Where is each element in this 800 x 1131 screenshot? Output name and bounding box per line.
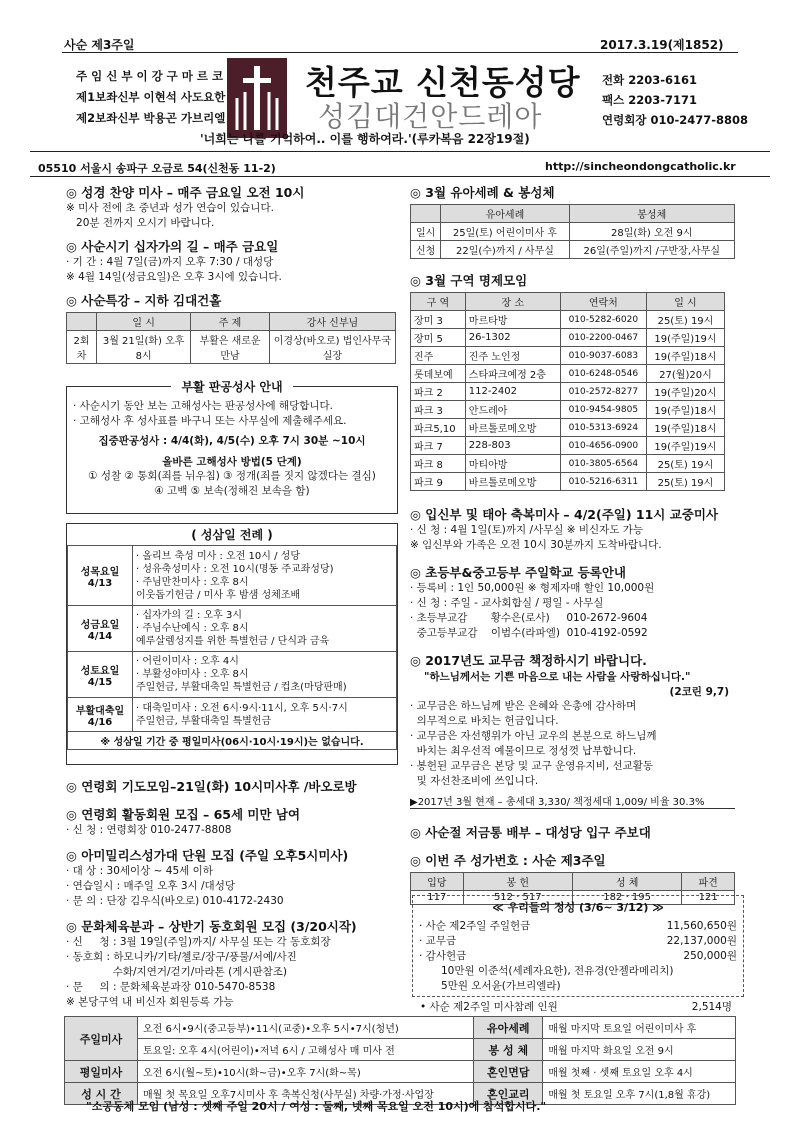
district-rows — [411, 311, 725, 491]
district-cell: 파크 2 — [411, 383, 466, 401]
triduum-box — [66, 523, 398, 765]
confession-method-1: ① 성찰 ② 통회(죄를 뉘우침) ③ 정개(죄를 짓지 않겠다는 결심) — [88, 470, 376, 482]
baptism-header-communion: 봉성체 — [569, 205, 734, 223]
attendance-row — [420, 999, 732, 1014]
schedule-marriage-class-label: 혼인교리 — [474, 1083, 543, 1105]
district-row — [411, 383, 725, 401]
footer-notice: "소공동체 모임 (남성 : 셋째 주일 20시 / 여성 : 둘째, 넷째 목요일 오전 10시)에 참석합시다." — [86, 1100, 547, 1113]
district-cell: 010-3805-6564 — [560, 455, 646, 473]
district-row — [411, 419, 725, 437]
tithe-line-6: 및 자선찬조비에 쓰입니다. — [410, 775, 539, 787]
district-cell: 010-2200-0467 — [560, 329, 646, 347]
offering-box — [412, 895, 744, 997]
mass-praise-line-1: ※ 미사 전에 초 중년과 성가 연습이 있습니다. — [66, 202, 274, 214]
stations-line-2: ※ 4월 14일(성금요일)은 오후 3시에 있습니다. — [66, 271, 282, 283]
district-cell: 25(토) 19시 — [646, 455, 724, 473]
offering-title: ≪ 우리들의 정성 (3/6~ 3/12) ≫ — [492, 901, 664, 914]
district-cell: 19(주일)18시 — [646, 401, 724, 419]
district-cell: 010-6248-0546 — [560, 365, 646, 383]
tithe-line-4: 바치는 최우선적 예물이므로 정성껏 납부합니다. — [410, 745, 637, 757]
sunday-school-title: ◎ 초등부&중고등부 주일학교 등록안내 — [410, 565, 626, 580]
contact-phone: 전화 2203-6161 — [602, 73, 698, 87]
clergy-pastor: 주 임 신 부 이 강 구 마 르 코 — [76, 69, 224, 83]
confession-line-2: · 고해성사 후 성사표를 바구니 또는 사무실에 제출해주세요. — [73, 415, 347, 427]
district-cell: 25(토) 19시 — [646, 311, 724, 329]
hymn-entrance: 117 — [411, 891, 464, 905]
district-cell: 228-803 — [465, 437, 560, 455]
funeral-members-line: · 신 청 : 연령회장 010-2477-8808 — [66, 824, 232, 836]
schedule-marriage-class-line: 매월 첫 토요일 오후 7시(1,8월 휴강) — [543, 1083, 736, 1105]
sunday-school-line-1: · 등록비 : 1인 50,000원 ※ 형제자매 할인 10,000원 — [410, 582, 655, 594]
district-cell: 안드레아 — [465, 401, 560, 419]
confession-method-title: 올바른 고해성사 방법(5 단계) — [162, 456, 302, 468]
district-header-place: 장 소 — [465, 293, 560, 311]
motto: '너희는 나를 기억하여.. 이를 행하여라.'(루카복음 22장19절) — [200, 132, 530, 146]
left-column — [66, 183, 396, 364]
lecture-header-blank — [67, 313, 97, 331]
baptism-row-label: 일시 — [411, 223, 441, 241]
schedule-communion-line: 매월 마지막 화요일 오전 9시 — [543, 1039, 736, 1061]
attendance-label: • 사순 제2주일 미사참례 인원 — [420, 1001, 558, 1013]
district-row — [411, 365, 725, 383]
district-row — [411, 329, 725, 347]
church-logo — [227, 58, 287, 138]
left-column-lower — [66, 777, 396, 1010]
sunday-school-line-4: 중고등부교감 이범수(라파엘) 010-4192-0592 — [410, 627, 648, 639]
stations-title: ◎ 사순시기 십자가의 길 – 매주 금요일 — [66, 239, 279, 254]
baptism-row-communion: 28일(화) 오전 9시 — [569, 223, 734, 241]
triduum-day-easter: 부활대축일 4/16 — [68, 698, 133, 732]
schedule-baptism-label: 유아세례 — [474, 1017, 543, 1039]
schedule-sunday-line-1: 오전 6시•9시(중고등부)•11시(교중)•오후 5시•7시(청년) — [138, 1017, 474, 1039]
offering-row-sunday: · 사순 제2주일 주일헌금 11,560,650원 — [419, 920, 737, 932]
lecture-speaker: 이경상(바오로) 법인사무국 실장 — [269, 331, 395, 364]
district-header-zone: 구 역 — [411, 293, 466, 311]
pregnancy-line-1: · 신 청 : 4월 1일(토)까지 /사무실 ※ 비신자도 가능 — [410, 524, 644, 536]
tithe-stat: ▶2017년 3월 현재 – 총세대 3,330/ 책정세대 1,009/ 비율 30.3% — [410, 793, 735, 809]
triduum-day-thursday: 성목요일 4/13 — [68, 546, 133, 606]
lecture-topic: 부활은 새로운 만남 — [191, 331, 270, 364]
district-cell: 마티아방 — [465, 455, 560, 473]
top-divider — [62, 52, 738, 53]
tithe-line-1: · 교무금은 하느님께 받은 은혜와 은총에 감사하며 — [410, 700, 637, 712]
triduum-saturday-detail: · 어린이미사 : 오후 4시 · 부활성야미사 : 오후 8시 주일헌금, 부활대축일 특별헌금 / 컵초(마당판매) — [133, 652, 397, 698]
lecture-header-speaker: 강사 신부님 — [269, 313, 395, 331]
clergy-list — [76, 66, 225, 129]
mass-praise-title: ◎ 성경 찬양 미사 – 매주 금요일 오전 10시 — [66, 185, 305, 200]
schedule-weekday-label: 평일미사 — [65, 1061, 138, 1083]
district-row — [411, 347, 725, 365]
district-cell: 010-5282-6020 — [560, 311, 646, 329]
triduum-title: ( 성삼일 전례 ) — [191, 528, 273, 542]
tithe-line-5: · 봉헌된 교무금은 본당 및 교구 운영유지비, 선교활동 — [410, 760, 654, 772]
district-cell: 010-9037-6083 — [560, 347, 646, 365]
district-meeting-title: ◎ 3월 구역 명제모임 — [410, 273, 528, 288]
district-row — [411, 455, 725, 473]
club-line-1: · 신 청 : 3월 19일(주일)까지/ 사무실 또는 각 동호회장 — [66, 936, 331, 948]
contact-list — [602, 70, 748, 130]
schedule-communion-label: 봉 성 체 — [474, 1039, 543, 1061]
sunday-school-line-2: · 신 청 : 주일 - 교사회합실 / 평일 - 사무실 — [410, 597, 604, 609]
lenten-lecture-title: ◎ 사순특강 – 지하 김대건홀 — [66, 293, 222, 308]
hymn-header-offertory: 봉 헌 — [463, 873, 572, 891]
hymn-title: ◎ 이번 주 성가번호 : 사순 제3주일 — [410, 853, 606, 868]
club-line-5: ※ 본당구역 내 비신자 회원등록 가능 — [66, 996, 234, 1008]
schedule-marriage-interview-label: 혼인면담 — [474, 1061, 543, 1083]
offering-detail-1: 10만원 이준석(세례자요한), 전유경(안젤라메리치) — [441, 965, 674, 977]
hymn-communion: 182 · 195 — [572, 891, 681, 905]
hymn-header-communion: 성 체 — [572, 873, 681, 891]
contact-funeral: 연령회장 010-2477-8808 — [602, 113, 749, 127]
district-cell: 19(주일)18시 — [646, 419, 724, 437]
baptism-apply-infant: 22일(수)까지 / 사무실 — [441, 241, 569, 259]
district-cell: 스타파크예정 2층 — [465, 365, 560, 383]
district-cell: 112-2402 — [465, 383, 560, 401]
choir-line-3: · 문 의 : 단장 김우식(바오로) 010-4172-2430 — [66, 895, 284, 907]
triduum-thursday-detail: · 올리브 축성 미사 : 오전 10시 / 성당 · 성유축성미사 : 오전 10시(명동 주교좌성당) · 주님만찬미사 : 오후 8시 이웃돕기헌금 / 미사 후 밤샘 성체조배 — [133, 546, 397, 606]
club-line-2: · 동호회 : 하모니카/기타/첼로/장구/풍물/서예/사진 — [66, 951, 297, 963]
triduum-day-saturday: 성토요일 4/15 — [68, 652, 133, 698]
hymn-offertory: 512 · 517 — [463, 891, 572, 905]
tithe-title: ◎ 2017년도 교무금 책정하시기 바랍니다. — [410, 653, 647, 668]
address-divider — [30, 176, 770, 177]
lecture-header-date: 일 시 — [97, 313, 191, 331]
triduum-friday-detail: · 십자가의 길 : 오후 3시 · 주님수난예식 : 오후 8시 예루살렘성지를 위한 특별헌금 / 단식과 금육 — [133, 606, 397, 652]
schedule-sunday-line-2: 토요일: 오후 4시(어린이)•저녁 6시 / 고해성사 매 미사 전 — [138, 1039, 474, 1061]
district-cell: 파크 3 — [411, 401, 466, 419]
triduum-note: ※ 성삼일 기간 중 평일미사(06시·10시·19시)는 없습니다. — [68, 732, 397, 750]
district-cell: 장미 3 — [411, 311, 466, 329]
season-label: 사순 제3주일 — [64, 38, 135, 52]
schedule-holyhour-line: 매월 첫 목요일 오후7시미사 후 축복신청(사무실) 차량·가정·사업장 — [138, 1083, 474, 1105]
funeral-prayer-title: ◎ 연령회 기도모임–21일(화) 10시미사후 /바오로방 — [66, 779, 357, 794]
district-meeting-table — [410, 292, 725, 491]
schedule-weekday-line: 오전 6시(월~토)•10시(화~금)•오후 7시(화~목) — [138, 1061, 474, 1083]
baptism-apply-label: 신청 — [411, 241, 441, 259]
contact-fax: 팩스 2203-7171 — [602, 93, 698, 107]
baptism-table — [410, 204, 735, 259]
district-cell: 19(주일)20시 — [646, 383, 724, 401]
choir-line-2: · 연습일시 : 매주일 오후 3시 /대성당 — [66, 880, 235, 892]
district-cell: 19(주일)19시 — [646, 329, 724, 347]
lecture-header-topic: 주 제 — [191, 313, 270, 331]
district-row — [411, 437, 725, 455]
confession-title: 부활 판공성사 안내 — [171, 380, 292, 394]
confession-method-2: ④ 고백 ⑤ 보속(정해진 보속을 함) — [154, 485, 310, 497]
lecture-date: 3월 21일(화) 오후 8시 — [97, 331, 191, 364]
tithe-quote-ref: (2코린 9,7) — [669, 686, 729, 698]
district-cell: 010-5216-6311 — [560, 473, 646, 491]
stations-line-1: · 기 간 : 4월 7일(금)까지 오후 7:30 / 대성당 — [66, 256, 274, 268]
cross-icon — [227, 58, 287, 138]
district-cell: 27(월)20시 — [646, 365, 724, 383]
tithe-quote: "하느님께서는 기쁜 마음으로 내는 사람을 사랑하십니다." — [424, 671, 691, 683]
choir-line-1: · 대 상 : 30세이상 ~ 45세 이하 — [66, 865, 213, 877]
pregnancy-blessing-title: ◎ 입신부 및 태아 축복미사 – 4/2(주일) 11시 교중미사 — [410, 507, 719, 522]
district-cell: 010-4656-0900 — [560, 437, 646, 455]
district-cell: 파크 7 — [411, 437, 466, 455]
mass-praise-line-2: 20분 전까지 오시기 바랍니다. — [66, 217, 215, 229]
address: 05510 서울시 송파구 오금로 54(신천동 11-2) — [38, 162, 276, 175]
baptism-title: ◎ 3월 유아세례 & 봉성체 — [410, 185, 555, 200]
district-cell: 롯데보예 — [411, 365, 466, 383]
district-row — [411, 473, 725, 491]
district-cell: 파크5,10 — [411, 419, 466, 437]
pregnancy-line-2: ※ 임신부와 가족은 오전 10시 30분까지 도착바랍니다. — [410, 539, 662, 551]
baptism-row-infant: 25일(토) 어린이미사 후 — [441, 223, 569, 241]
issue-date: 2017.3.19(제1852) — [600, 38, 724, 52]
sunday-school-line-3: · 초등부교감 황수은(로사) 010-2672-9604 — [410, 612, 648, 624]
district-cell: 010-5313-6924 — [560, 419, 646, 437]
schedule-table — [64, 1016, 736, 1105]
lent-bank-title: ◎ 사순절 저금통 배부 – 대성당 입구 주보대 — [410, 825, 651, 840]
district-cell: 진주 노인정 — [465, 347, 560, 365]
attendance-count: 2,514명 — [691, 1001, 732, 1013]
header-divider — [30, 151, 770, 152]
homepage-link[interactable]: http://sincheondongcatholic.kr — [545, 160, 736, 173]
clergy-assistant-2: 제2보좌신부 박용곤 가브리엘 — [76, 111, 226, 125]
offering-row-thanks: · 감사헌금 250,000원 — [419, 950, 737, 962]
district-cell: 바르톨로메오방 — [465, 473, 560, 491]
hymn-header-entrance: 입당 — [411, 873, 464, 891]
offering-detail-2: 5만원 오서윤(가브리엘라) — [441, 980, 561, 992]
club-title: ◎ 문화체육분과 – 상반기 동호회원 모집 (3/20시작) — [66, 919, 357, 934]
confession-line-1: · 사순시기 동안 보는 고해성사는 판공성사에 해당합니다. — [73, 400, 333, 412]
district-header-contact: 연락처 — [560, 293, 646, 311]
triduum-easter-detail: · 대축일미사 : 오전 6시·9시·11시, 오후 5시·7시 주일헌금, 부활대축일 특별헌금 — [133, 698, 397, 732]
district-row — [411, 311, 725, 329]
schedule-sunday-label: 주일미사 — [65, 1017, 138, 1061]
club-line-3: 수화/지연거/걷기/마라톤 (게시판참조) — [66, 966, 288, 978]
district-cell: 바르톨로메오방 — [465, 419, 560, 437]
district-cell: 19(주일)19시 — [646, 437, 724, 455]
triduum-table — [67, 545, 397, 750]
baptism-header-blank — [411, 205, 441, 223]
club-line-4: · 문 의 : 문화체육분과장 010-5470-8538 — [66, 981, 276, 993]
choir-title: ◎ 아미밀리스성가대 단원 모집 (주일 오후5시미사) — [66, 848, 349, 863]
church-subtitle: 성김대건안드레아 — [318, 100, 543, 133]
schedule-holyhour-label: 성 시 간 — [65, 1083, 138, 1105]
church-name-main: 신천동성당 — [416, 63, 581, 102]
clergy-assistant-1: 제1보좌신부 이현석 사도요한 — [76, 90, 226, 104]
district-cell: 진주 — [411, 347, 466, 365]
confession-box — [66, 380, 398, 514]
tithe-line-2: 의무적으로 바치는 헌금입니다. — [410, 715, 559, 727]
district-cell: 25(토) 19시 — [646, 473, 724, 491]
confession-group: 집중판공성사 : 4/4(화), 4/5(수) 오후 7시 30분 ~10시 — [98, 435, 366, 447]
tithe-line-3: · 교무금은 자선행위가 아닌 교우의 본분으로 하느님께 — [410, 730, 657, 742]
district-cell: 장미 5 — [411, 329, 466, 347]
church-name-prefix: 천주교 — [305, 63, 404, 102]
hymn-header-dismissal: 파견 — [682, 873, 735, 891]
schedule-baptism-line: 매월 마지막 토요일 어린이미사 후 — [543, 1017, 736, 1039]
lenten-lecture-table — [66, 312, 396, 364]
baptism-apply-communion: 26일(주일)까지 /구반장,사무실 — [569, 241, 734, 259]
district-cell: 파크 9 — [411, 473, 466, 491]
baptism-header-infant: 유아세례 — [441, 205, 569, 223]
district-cell: 26-1302 — [465, 329, 560, 347]
triduum-day-friday: 성금요일 4/14 — [68, 606, 133, 652]
lecture-session: 2회차 — [67, 331, 97, 364]
district-header-time: 일 시 — [646, 293, 724, 311]
district-cell: 010-9454-9805 — [560, 401, 646, 419]
offering-row-tithe: · 교무금 22,137,000원 — [419, 935, 737, 947]
right-column — [410, 183, 735, 905]
district-row — [411, 401, 725, 419]
district-cell: 파크 8 — [411, 455, 466, 473]
district-cell: 마르타방 — [465, 311, 560, 329]
district-cell: 19(주일)18시 — [646, 347, 724, 365]
schedule-marriage-interview-line: 매월 첫째 · 셋째 토요일 오후 4시 — [543, 1061, 736, 1083]
district-cell: 010-2572-8277 — [560, 383, 646, 401]
funeral-members-title: ◎ 연령회 활동회원 모집 – 65세 미만 남여 — [66, 807, 301, 822]
hymn-dismissal: 121 — [682, 891, 735, 905]
